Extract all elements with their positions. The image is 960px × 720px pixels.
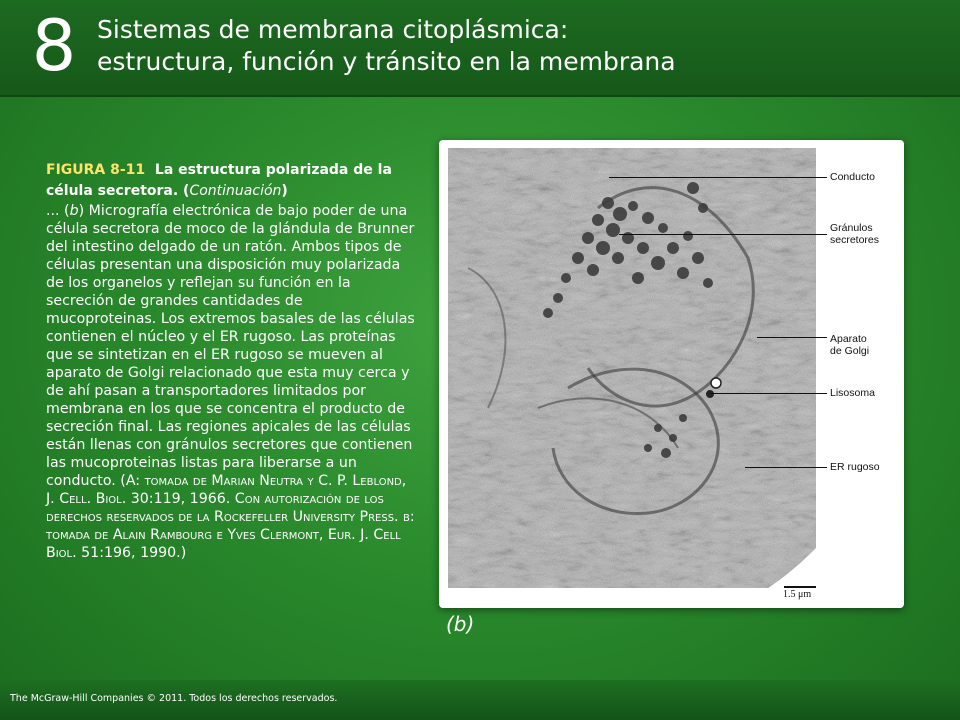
label-granulos <box>830 222 879 246</box>
label-er-rugoso: ER rugoso <box>830 461 880 473</box>
leader-golgi <box>757 337 827 338</box>
body-prefix: ... ( <box>46 203 70 219</box>
chapter-number: 8 <box>31 5 77 87</box>
caption-credit: (A: tomada de Marian Neutra y C. P. Leblond, J. Cell. Biol. 30:119, 1966. Con autorización de los derechos reservados de la Rockefeller University Press. b: tomada de Alain Rambourg e Yves Clermont, Eur. J. Cell Biol. 51:196, 1990.) <box>46 473 415 561</box>
slide-header <box>0 0 960 97</box>
figure-title: La estructura polarizada de la célula secretora. ( <box>46 162 392 199</box>
leader-conducto <box>609 177 827 178</box>
figure-image-frame <box>439 140 904 608</box>
panel-ref: b <box>69 203 79 219</box>
label-golgi-line2: de Golgi <box>830 345 870 357</box>
title-line-1: Sistemas de membrana citoplásmica: <box>97 15 569 44</box>
figure-caption <box>46 160 416 562</box>
leader-lisosoma <box>711 393 827 394</box>
caption-body-text: ) Micrografía electrónica de bajo poder de una célula secretora de moco de la glándula de Brunner del intestino delgado de un ratón. Ambos tipos de células presentan una disposición muy polarizada de los organelos y reflejan su función en la secreción de grandes cantidades de mucoproteinas. Los extremos basales de las células contienen el núcleo y el ER rugoso. Las proteínas que se sintetizan en el ER rugoso se mueven al aparato de Golgi relacionado que esta muy cerca y de ahí pasan a transportadores limitados por membrana en los que se concentra el producto de secreción final. Las regiones apicales de las células están llenas con gránulos secretores que contienen las mucoproteinas listas para liberarse a un conducto. <box>46 203 415 489</box>
figure-heading <box>46 160 416 202</box>
leader-granulos <box>619 234 827 235</box>
label-lisosoma: Lisosoma <box>830 387 875 399</box>
title-line-2: estructura, función y tránsito en la membrana <box>97 47 676 76</box>
caption-body <box>46 202 416 562</box>
label-golgi-line1: Aparato <box>830 333 867 345</box>
leader-er <box>745 467 827 468</box>
slide-footer <box>0 680 960 720</box>
scale-label: 1.5 μm <box>783 589 812 600</box>
close-paren: ) <box>281 183 288 199</box>
label-granulos-line2: secretores <box>830 234 880 246</box>
scale-bar <box>784 586 816 588</box>
copyright-text: The McGraw-Hill Companies © 2011. Todos los derechos reservados. <box>10 693 338 704</box>
slide-title <box>97 14 947 78</box>
electron-micrograph <box>448 148 816 588</box>
label-granulos-line1: Gránulos <box>830 222 873 234</box>
continuation-note: Continuación <box>189 183 282 199</box>
label-golgi <box>830 333 869 357</box>
figure-label: FIGURA 8-11 <box>46 162 146 178</box>
panel-label: (b) <box>446 612 475 636</box>
label-conducto: Conducto <box>830 171 875 183</box>
